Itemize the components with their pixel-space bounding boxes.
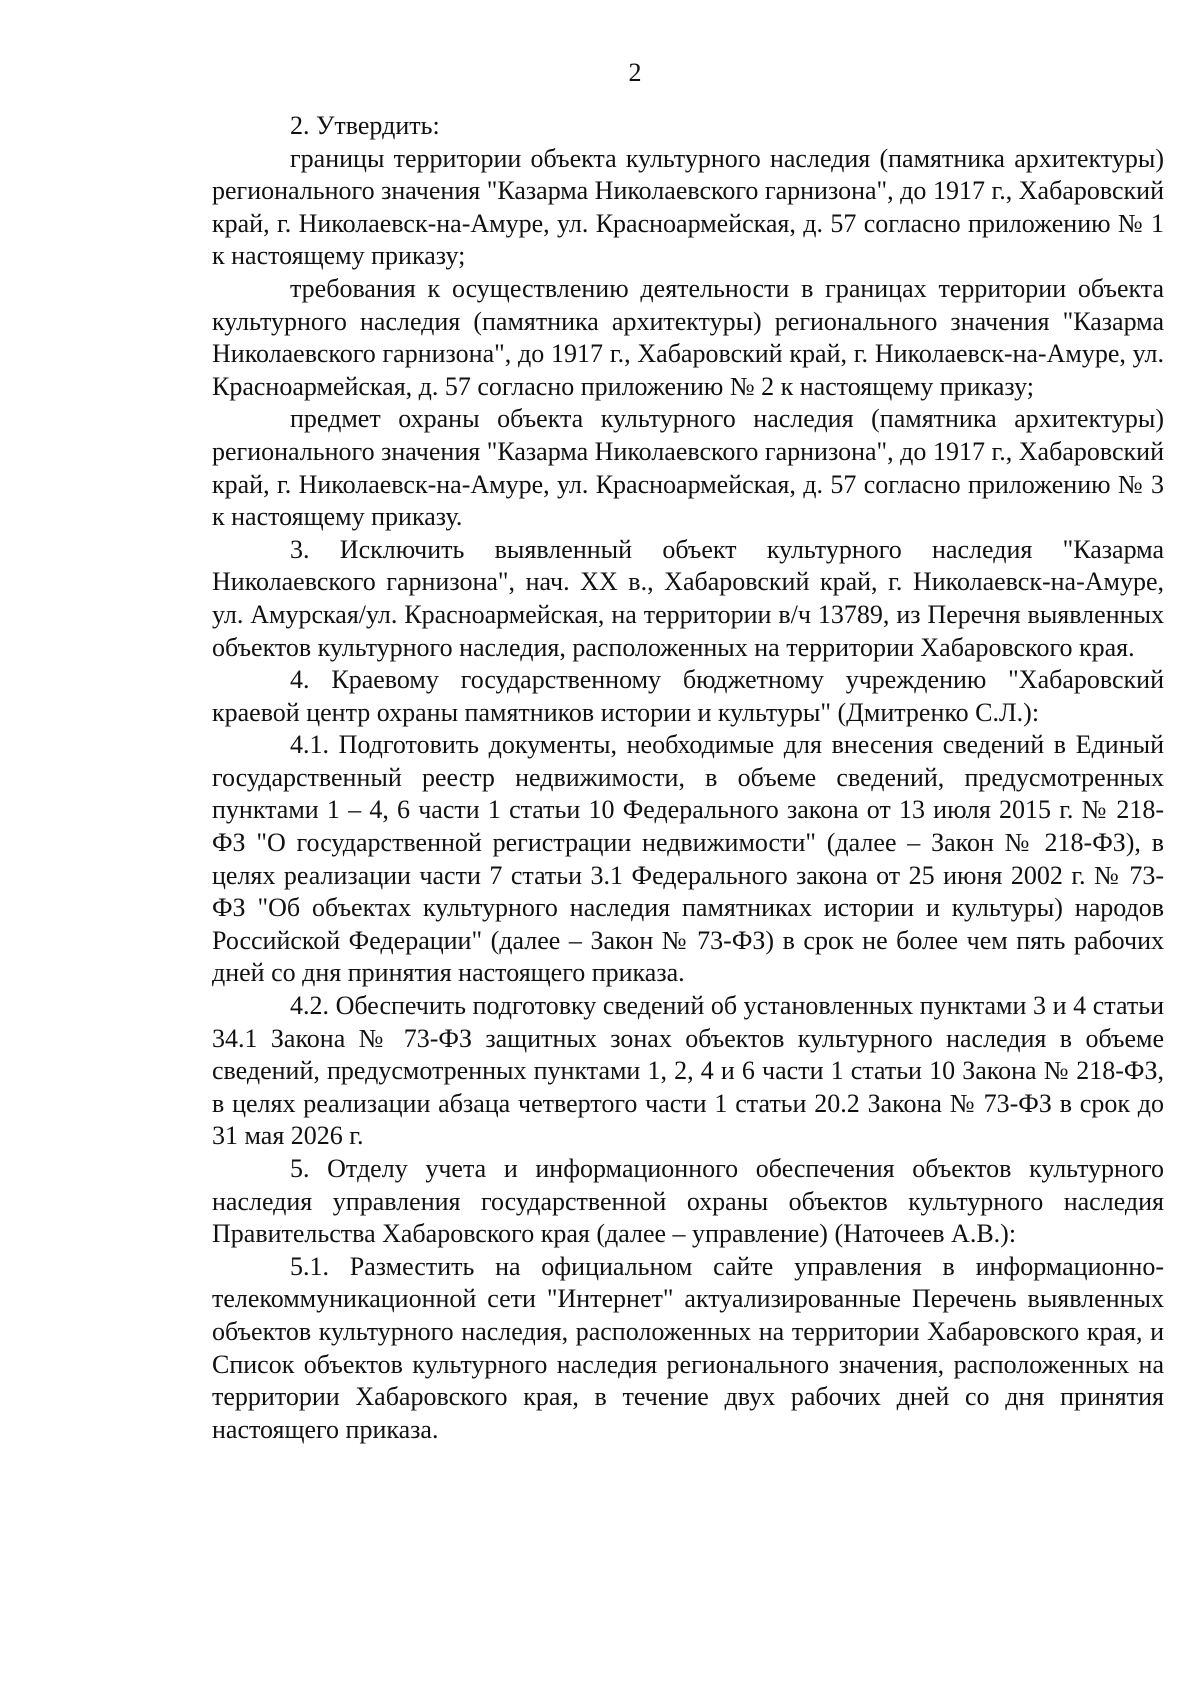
paragraph-activity-requirements: требования к осуществлению деятельности в границах территории объекта культурного наследия (памятника архитектуры) регионального значения "Казарма Николаевского гарнизона", до 1917 г., Хабаровский край, г. Николаевск-на-Амуре, ул. Красноармейская, д. 57 согласно приложению № 2 к настоящему приказу; (212, 273, 1164, 401)
paragraph-item-5-1: 5.1. Разместить на официальном сайте управления в информационно-телекоммуникационной сети "Интернет" актуализированные Перечень выявленных объектов культурного наследия, расположенных на территории Хабаровского края, и Список объектов культурного наследия регионального значения, расположенных на территории Хабаровского края, в течение двух рабочих дней со дня принятия настоящего приказа. (212, 1251, 1164, 1444)
paragraph-approve-heading: 2. Утвердить: (290, 111, 440, 140)
document-body (212, 110, 1164, 1446)
page-number: 2 (628, 58, 642, 87)
paragraph-item-4-1: 4.1. Подготовить документы, необходимые для внесения сведений в Единый государственный реестр недвижимости, в объеме сведений, предусмотренных пунктами 1 – 4, 6 части 1 статьи 10 Федерального закона от 13 июля 2015 г. № 218-ФЗ "О государственной регистрации недвижимости" (далее – Закон № 218-ФЗ), в целях реализации части 7 статьи 3.1 Федерального закона от 25 июня 2002 г. № 73-ФЗ "Об объектах культурного наследия памятниках истории и культуры) народов Российской Федерации" (далее – Закон № 73-ФЗ) в срок не более чем пять рабочих дней со дня принятия настоящего приказа. (212, 730, 1164, 988)
paragraph-protection-subject: предмет охраны объекта культурного наследия (памятника архитектуры) регионального значения "Казарма Николаевского гарнизона", до 1917 г., Хабаровский край, г. Николаевск-на-Амуре, ул. Красноармейская, д. 57 согласно приложению № 3 к настоящему приказу. (212, 404, 1164, 532)
paragraph-item-3-exclude: 3. Исключить выявленный объект культурного наследия "Казарма Николаевского гарнизона", нач. XX в., Хабаровский край, г. Николаевск-на-Амуре, ул. Амурская/ул. Красноармейская, на территории в/ч 13789, из Перечня выявленных объектов культурного наследия, расположенных на территории Хабаровского края. (212, 534, 1164, 662)
paragraph-item-4-institution: 4. Краевому государственному бюджетному учреждению "Хабаровский краевой центр охраны памятников истории и культуры" (Дмитренко С.Л.): (212, 665, 1164, 727)
paragraph-territory-boundaries: границы территории объекта культурного наследия (памятника архитектуры) регионального значения "Казарма Николаевского гарнизона", до 1917 г., Хабаровский край, г. Николаевск-на-Амуре, ул. Красноармейская, д. 57 согласно приложению № 1 к настоящему приказу; (212, 143, 1164, 271)
paragraph-item-5-department: 5. Отделу учета и информационного обеспечения объектов культурного наследия управления государственной охраны объектов культурного наследия Правительства Хабаровского края (далее – управление) (Наточеев А.В.): (212, 1154, 1164, 1249)
paragraph-item-4-2: 4.2. Обеспечить подготовку сведений об установленных пунктами 3 и 4 статьи 34.1 Закона № 73-ФЗ защитных зонах объектов культурного наследия в объеме сведений, предусмотренных пунктами 1, 2, 4 и 6 части 1 статьи 10 Закона № 218-ФЗ, в целях реализации абзаца четвертого части 1 статьи 20.2 Закона № 73-ФЗ в срок до 31 мая 2026 г. (212, 991, 1164, 1151)
